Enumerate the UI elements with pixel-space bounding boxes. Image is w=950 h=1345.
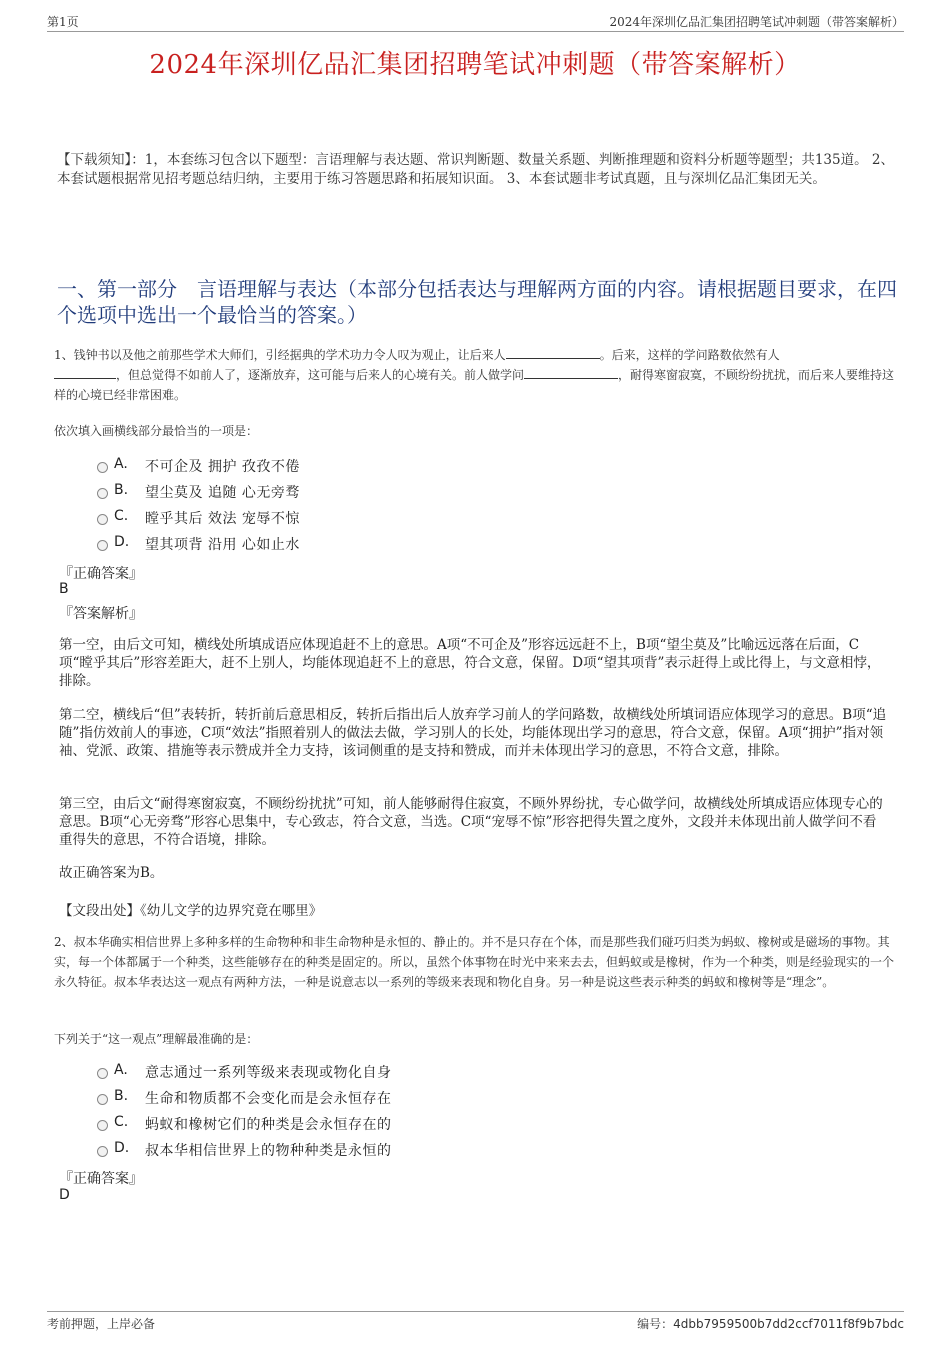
option-text: 瞠乎其后 效法 宠辱不惊 (145, 511, 300, 527)
section-heading: 一、第一部分 言语理解与表达（本部分包括表达与理解两方面的内容。请根据题目要求，在四个选项中选出一个最恰当的答案。） (57, 277, 897, 327)
analysis-conclusion: 故正确答案为B。 (59, 865, 164, 881)
footer-document-id: 编号：4dbb7959500b7dd2ccf7011f8f9b7bdc (637, 1317, 904, 1331)
option-c[interactable] (97, 508, 497, 534)
option-b[interactable] (97, 482, 497, 508)
analysis-paragraph-3: 第三空，由后文“耐得寒窗寂寞，不顾纷纷扰扰”可知，前人能够耐得住寂寞，不顾外界纷扰，专心做学问，故横线处所填成语应体现专心的意思。B项“心无旁骛”形容心思集中，专心致志，符合文意，当选。C项“宠辱不惊”形容把得失置之度外，文段并未体现出前人做学问不看重得失的意思，不符合语境，排除。 (59, 796, 883, 848)
document-title: 2024年深圳亿品汇集团招聘笔试冲刺题（带答案解析） (149, 50, 801, 80)
footer-slogan: 考前押题，上岸必备 (47, 1317, 156, 1331)
option-text: 望尘莫及 追随 心无旁骛 (145, 485, 300, 501)
footer-divider (47, 1311, 904, 1312)
question-2-options (97, 1062, 497, 1166)
radio-button[interactable] (97, 1094, 108, 1105)
option-d[interactable] (97, 534, 497, 560)
option-a[interactable] (97, 1062, 497, 1088)
analysis-paragraph-2: 第二空，横线后“但”表转折，转折前后意思相反，转折后指出后人放弃学习前人的学问路数，故横线处所填词语应体现学习的意思。B项“追随”指仿效前人的事迹，C项“效法”指照着别人的做法去做，学习别人的长处，均能体现出学习的意思，符合文意，保留。A项“拥护”指对领袖、党派、政策、措施等表示赞成并全力支持，该词侧重的是支持和赞成，而并未体现出学习的意思，不符合文意，排除。 (59, 707, 887, 759)
option-a[interactable] (97, 456, 497, 482)
option-letter: A. (114, 1062, 128, 1078)
question-1 (54, 345, 896, 405)
blank-1 (506, 346, 600, 359)
radio-button[interactable] (97, 488, 108, 499)
option-letter: C. (114, 508, 129, 524)
option-letter: C. (114, 1114, 129, 1130)
radio-button[interactable] (97, 540, 108, 551)
question-1-text (54, 345, 896, 405)
answer-label: 『正确答案』 (59, 1171, 143, 1187)
blank-3 (524, 366, 618, 379)
analysis-paragraph-1: 第一空，由后文可知，横线处所填成语应体现追赶不上的意思。A项“不可企及”形容远远赶不上，B项“望尘莫及”比喻远远落在后面，C项“瞠乎其后”形容差距大，赶不上别人，均能体现追赶不上的意思，符合文意，保留。D项“望其项背”表示赶得上或比得上，与文意相悖，排除。 (59, 637, 881, 689)
option-letter: B. (114, 1088, 129, 1104)
question-1-text-part: ，但总觉得不如前人了，逐渐放弃，这可能与后来人的心境有关。前人做学问 (116, 368, 525, 382)
option-text: 蚂蚁和橡树它们的种类是会永恒存在的 (145, 1117, 392, 1133)
question-1-prompt: 依次填入画横线部分最恰当的一项是： (54, 424, 259, 438)
question-2-prompt: 下列关于“这一观点”理解最准确的是： (54, 1032, 259, 1046)
option-d[interactable] (97, 1140, 497, 1166)
question-1-text-part: 。后来，这样的学问路数依然有人 (599, 348, 780, 362)
page-header (0, 0, 950, 36)
radio-button[interactable] (97, 1120, 108, 1131)
option-text: 不可企及 拥护 孜孜不倦 (145, 459, 300, 475)
option-text: 望其项背 沿用 心如止水 (145, 537, 300, 553)
header-divider (47, 31, 904, 32)
correct-answer: D (59, 1187, 70, 1203)
option-letter: A. (114, 456, 128, 472)
question-1-text-part: ，耐得寒窗寂寞，不顾纷纷扰扰，而后来人要维持这样的心境已经非常困难。 (54, 368, 895, 402)
radio-button[interactable] (97, 514, 108, 525)
question-1-options (97, 456, 497, 560)
page-number: 第1页 (47, 15, 79, 29)
passage-source: 【文段出处】《幼儿文学的边界究竟在哪里》 (59, 903, 323, 919)
option-text: 叔本华相信世界上的物种种类是永恒的 (145, 1143, 392, 1159)
answer-label: 『正确答案』 (59, 566, 143, 582)
option-letter: B. (114, 482, 129, 498)
option-b[interactable] (97, 1088, 497, 1114)
option-c[interactable] (97, 1114, 497, 1140)
option-letter: D. (114, 534, 130, 550)
header-doc-title: 2024年深圳亿品汇集团招聘笔试冲刺题（带答案解析） (609, 15, 904, 29)
download-notice: 【下载须知】：1，本套练习包含以下题型：言语理解与表达题、常识判断题、数量关系题、判断推理题和资料分析题等题型；共135道。 2、本套试题根据常见招考题总结归纳，主要用于练习答题思路和拓展知识面。 3、本套试题非考试真题，且与深圳亿品汇集团无关。 (57, 152, 894, 187)
option-text: 意志通过一系列等级来表现或物化自身 (145, 1065, 392, 1081)
radio-button[interactable] (97, 1068, 108, 1079)
radio-button[interactable] (97, 1146, 108, 1157)
blank-2 (54, 366, 116, 379)
radio-button[interactable] (97, 462, 108, 473)
question-1-text-part: 1、钱钟书以及他之前那些学术大师们，引经据典的学术功力令人叹为观止，让后来人 (54, 348, 506, 362)
analysis-label: 『答案解析』 (59, 606, 143, 622)
option-letter: D. (114, 1140, 130, 1156)
correct-answer: B (59, 581, 69, 597)
option-text: 生命和物质都不会变化而是会永恒存在 (145, 1091, 392, 1107)
question-2-text: 2、叔本华确实相信世界上多种多样的生命物种和非生命物种是永恒的、静止的。并不是只存在个体，而是那些我们碰巧归类为蚂蚁、橡树或是磁场的事物。其实，每一个体都属于一个种类，这些能够存在的种类是固定的。所以，虽然个体事物在时光中来来去去，但蚂蚁或是橡树，作为一个种类，则是经验现实的一个永久特征。叔本华表达这一观点有两种方法，一种是说意志以一系列的等级来表现和物化自身。另一种是说这些表示种类的蚂蚁和橡树等是“理念”。 (54, 935, 895, 989)
